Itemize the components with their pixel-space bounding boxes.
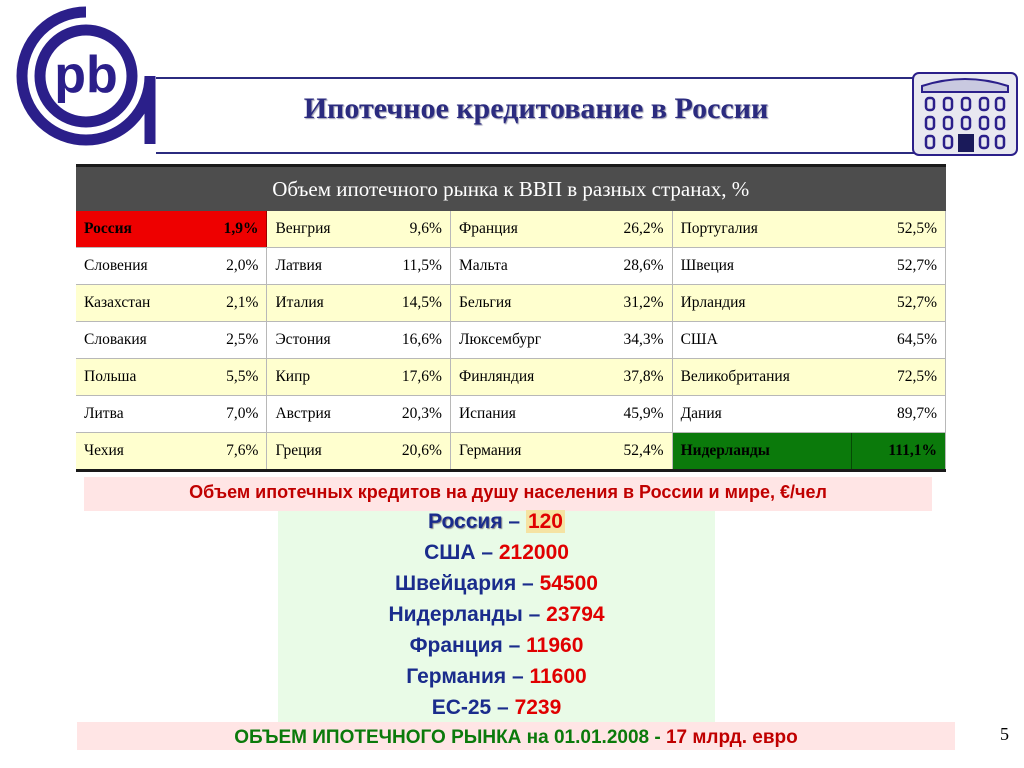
per-capita-item: Швейцария – 54500 [395,572,598,595]
gdp-share-value: 2,1% [194,285,267,322]
per-capita-item: Франция – 11960 [409,634,584,657]
per-capita-value: 212000 [498,541,569,564]
per-capita-country: Нидерланды [388,603,523,626]
gdp-share-value: 31,2% [591,285,672,322]
footer-text [77,727,955,749]
gdp-share-value: 17,6% [370,359,451,396]
table-row [76,285,946,322]
country-name: Греция [267,433,370,471]
country-name: Словения [76,248,194,285]
per-capita-title: Объем ипотечных кредитов на душу населения в России и мире, €/чел [189,482,827,502]
pb-logo [14,4,158,148]
gdp-share-value: 34,3% [591,322,672,359]
per-capita-item: Россия – 120 [428,510,563,533]
table-row [76,359,946,396]
gdp-share-value: 52,5% [852,211,946,248]
gdp-share-value: 20,3% [370,396,451,433]
gdp-share-value: 20,6% [370,433,451,471]
gdp-share-value: 2,0% [194,248,267,285]
per-capita-value: 11600 [529,665,587,688]
table-row [76,211,946,248]
country-name: Великобритания [672,359,852,396]
gdp-share-value: 5,5% [194,359,267,396]
gdp-share-value: 1,9% [194,211,267,248]
per-capita-country: Франция [409,634,503,657]
building-icon [912,72,1018,156]
country-name: Словакия [76,322,194,359]
per-capita-value: 7239 [514,696,562,719]
page-title: Ипотечное кредитование в России [303,92,769,125]
per-capita-country: Германия [406,665,507,688]
per-capita-item: Нидерланды – 23794 [388,603,605,626]
country-name: Германия [450,433,591,471]
gdp-share-value: 28,6% [591,248,672,285]
per-capita-item: Германия – 11600 [406,665,587,688]
gdp-share-value: 26,2% [591,211,672,248]
gdp-share-value: 2,5% [194,322,267,359]
country-name: Россия [76,211,194,248]
footer-value: 17 млрд. евро [665,727,798,748]
country-name: Люксембург [450,322,591,359]
page-number: 5 [1000,724,1009,744]
country-name: Франция [450,211,591,248]
country-name: Дания [672,396,852,433]
mortgage-gdp-table [76,164,946,472]
gdp-share-value: 111,1% [852,433,946,471]
gdp-share-value: 52,7% [852,248,946,285]
country-name: Финляндия [450,359,591,396]
country-name: Литва [76,396,194,433]
per-capita-country: Швейцария [395,572,517,595]
per-capita-country: ЕС-25 [431,696,492,719]
country-name: Австрия [267,396,370,433]
per-capita-item: США – 212000 [424,541,569,564]
gdp-share-value: 14,5% [370,285,451,322]
gdp-share-value: 11,5% [370,248,451,285]
gdp-share-value: 52,4% [591,433,672,471]
per-capita-value: 11960 [526,634,584,657]
per-capita-country: США [424,541,476,564]
country-name: Бельгия [450,285,591,322]
country-name: Мальта [450,248,591,285]
country-name: Казахстан [76,285,194,322]
gdp-share-value: 7,0% [194,396,267,433]
gdp-share-value: 45,9% [591,396,672,433]
logo-text: pb [54,46,118,104]
country-name: Эстония [267,322,370,359]
per-capita-item: ЕС-25 – 7239 [431,696,562,719]
per-capita-country: Россия [428,510,503,533]
gdp-share-value: 89,7% [852,396,946,433]
gdp-share-value: 9,6% [370,211,451,248]
table-row [76,433,946,471]
country-name: США [672,322,852,359]
country-name: Нидерланды [672,433,852,471]
gdp-share-value: 72,5% [852,359,946,396]
per-capita-value: 23794 [546,603,605,626]
table-row [76,248,946,285]
per-capita-value: 54500 [539,572,598,595]
per-capita-list [278,506,715,723]
per-capita-value: 120 [527,510,563,533]
country-name: Швеция [672,248,852,285]
country-name: Кипр [267,359,370,396]
footer-label: ОБЪЕМ ИПОТЕЧНОГО РЫНКА на 01.01.2008 - [234,727,666,748]
country-name: Польша [76,359,194,396]
gdp-share-value: 64,5% [852,322,946,359]
country-name: Ирландия [672,285,852,322]
country-name: Португалия [672,211,852,248]
country-name: Чехия [76,433,194,471]
gdp-share-value: 52,7% [852,285,946,322]
gdp-share-value: 16,6% [370,322,451,359]
gdp-share-value: 37,8% [591,359,672,396]
country-name: Испания [450,396,591,433]
country-name: Латвия [267,248,370,285]
table-row [76,396,946,433]
country-name: Италия [267,285,370,322]
table-row [76,322,946,359]
table-title: Объем ипотечного рынка к ВВП в разных странах, % [76,166,946,212]
country-name: Венгрия [267,211,370,248]
gdp-share-value: 7,6% [194,433,267,471]
